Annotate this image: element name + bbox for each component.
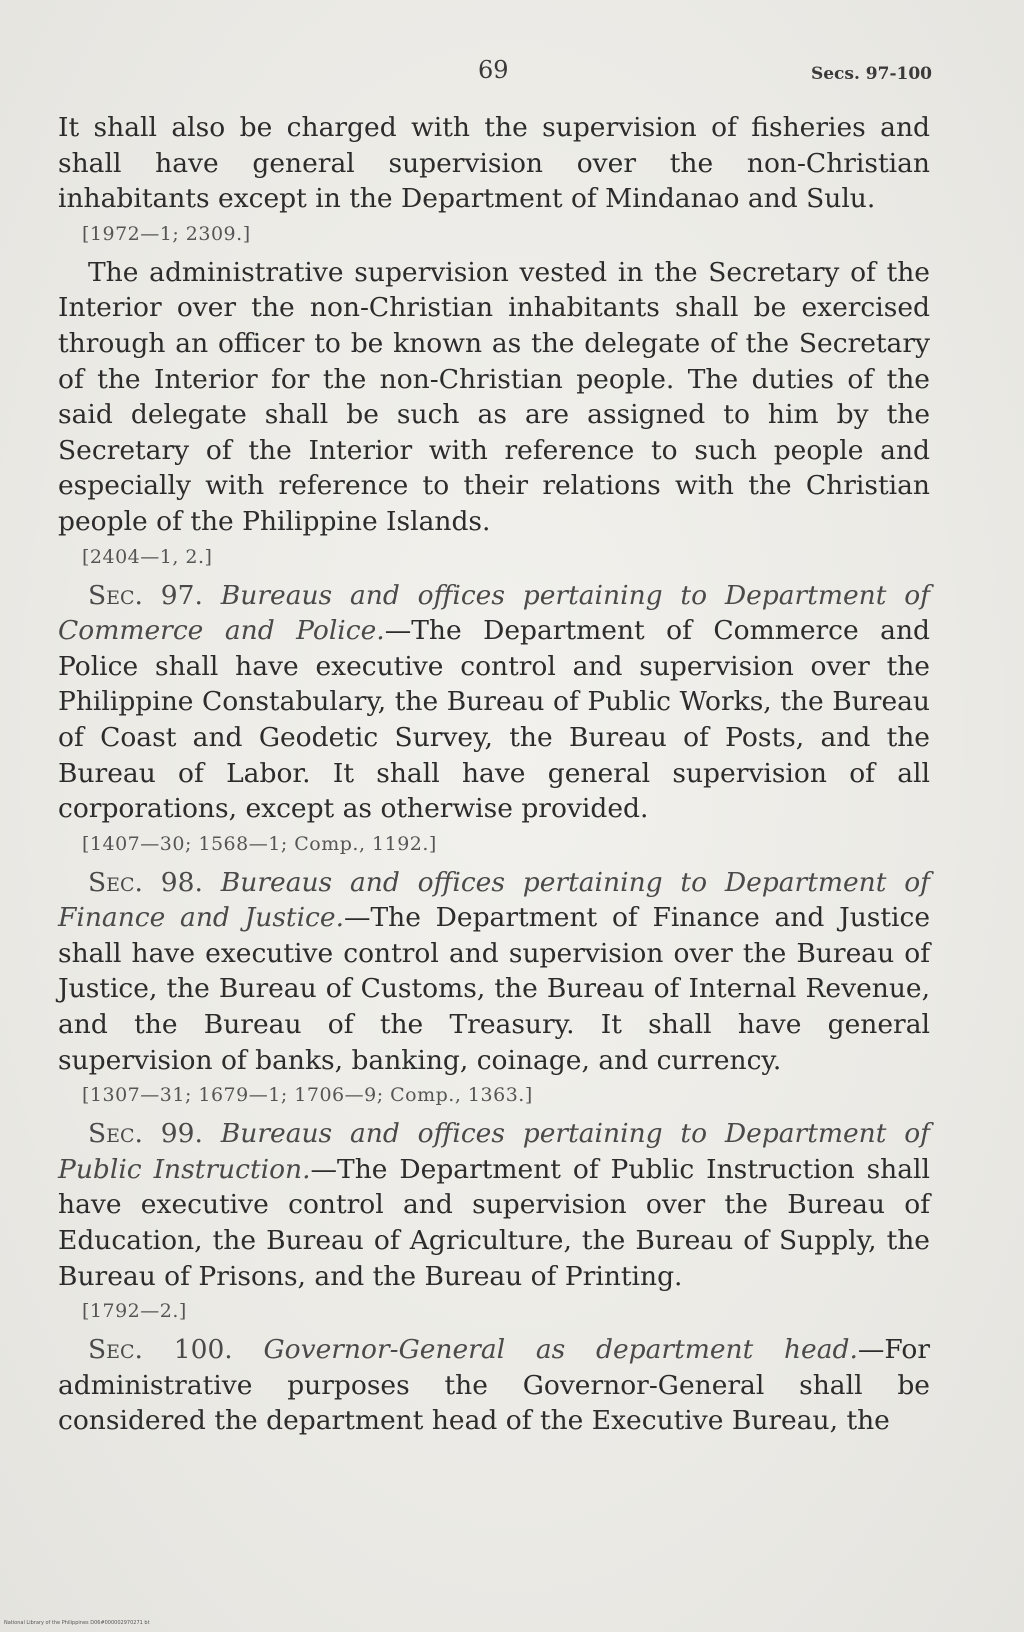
section-97 (58, 578, 930, 827)
page-body (58, 110, 930, 1439)
page-number: 69 (478, 56, 509, 84)
section-range: Secs. 97-100 (810, 64, 932, 84)
section-98-citation: [1307—31; 1679—1; 1706—9; Comp., 1363.] (82, 1084, 533, 1107)
citation-2: [2404—1, 2.] (82, 545, 213, 568)
section-100 (58, 1332, 930, 1439)
section-99-citation: [1792—2.] (82, 1300, 187, 1323)
scan-footer: National Library of the Philippines D06#000002970271 bt (4, 1620, 150, 1626)
page-header (58, 56, 932, 86)
section-100-body: —For administrative purposes the Governor-General shall be considered the department head of the Executive Bureau, the (58, 1334, 930, 1437)
section-100-label: Sec. 100. (88, 1334, 233, 1366)
paragraph-fisheries: It shall also be charged with the supervision of fisheries and shall have general supervision over the non-Christian inhabitants except in the Department of Mindanao and Sulu. (58, 112, 930, 215)
section-99-title: Bureaus and offices pertaining to Department of Public Instruction. (58, 1118, 930, 1185)
paragraph-delegate: The administrative supervision vested in the Secretary of the Interior over the non-Christian inhabitants shall be exercised through an officer to be known as the delegate of the Secretary of the Interior for the non-Christian people. The duties of the said delegate shall be such as are assigned to him by the Secretary of the Interior with reference to such people and especially with reference to their relations with the Christian people of the Philippine Islands. (58, 256, 930, 537)
section-97-title: Bureaus and offices pertaining to Department of Commerce and Police. (58, 579, 930, 647)
section-98 (58, 865, 930, 1079)
section-97-body: —The Department of Commerce and Police shall have executive control and supervision over the Philippine Constabulary, the Bureau of Public Works, the Bureau of Coast and Geodetic Survey, the Bureau of Posts, and the Bureau of Labor. It shall have general supervision of all corporations, except as otherwise provided. (58, 615, 930, 825)
section-98-body: —The Department of Finance and Justice shall have executive control and supervision over the Bureau of Justice, the Bureau of Customs, the Bureau of Internal Revenue, and the Bureau of the Treasury. It shall have general supervision of banks, banking, coinage, and currency. (58, 902, 931, 1076)
section-99 (58, 1116, 930, 1294)
section-98-label: Sec. 98. (88, 866, 203, 898)
section-97-citation: [1407—30; 1568—1; Comp., 1192.] (82, 832, 437, 855)
section-97-label: Sec. 97. (88, 579, 203, 611)
citation-1: [1972—1; 2309.] (82, 222, 251, 245)
section-100-title: Governor-General as department head. (263, 1334, 858, 1366)
section-99-body: —The Department of Public Instruction shall have executive control and supervision over the Bureau of Education, the Bureau of Agriculture, the Bureau of Supply, the Bureau of Prisons, and the Bureau of Printing. (58, 1153, 931, 1292)
section-99-label: Sec. 99. (88, 1118, 203, 1150)
section-98-title: Bureaus and offices pertaining to Department of Finance and Justice. (58, 866, 930, 934)
